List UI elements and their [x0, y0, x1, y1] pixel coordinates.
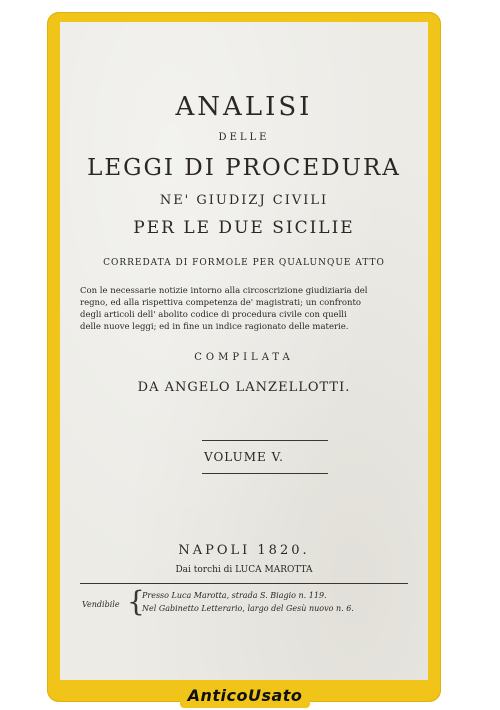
sale-label: Vendibile — [82, 600, 120, 609]
main-title: LEGGI DI PROCEDURA — [87, 155, 401, 181]
corredata-text: CORREDATA DI FORMOLE PER QUALUNQUE ATTO — [103, 258, 385, 268]
notice-line: Con le necessarie notizie intorno alla circoscrizione giudiziaria del — [80, 286, 368, 296]
imprint-divider — [80, 583, 408, 584]
author-line: DA ANGELO LANZELLOTTI. — [137, 380, 351, 395]
sale-place: Presso Luca Marotta, strada S. Biagio n. 119. — [142, 591, 327, 600]
book-title: ANALISI — [175, 92, 313, 122]
place-year: NAPOLI 1820. — [178, 543, 310, 558]
notice-line: degli articoli dell' abolito codice di procedura civile con quelli — [80, 310, 347, 320]
title-page — [60, 22, 428, 680]
compilata-text: COMPILATA — [194, 352, 294, 363]
brace-icon: { — [127, 585, 145, 618]
volume-label: VOLUME V. — [204, 450, 284, 464]
printer-line: Dai torchi di LUCA MAROTTA — [175, 565, 313, 575]
region-title: PER LE DUE SICILIE — [133, 218, 355, 238]
notice-paragraph — [80, 285, 410, 333]
subtitle: NE' GIUDIZJ CIVILI — [159, 193, 329, 208]
divider-bottom — [202, 473, 328, 474]
watermark-logo: AnticoUsato — [180, 684, 310, 708]
delle-text: DELLE — [218, 132, 270, 143]
notice-line: regno, ed alla rispettiva competenza de' magistrati; un confronto — [80, 298, 362, 308]
divider-top — [202, 440, 328, 441]
notice-line: delle nuove leggi; ed in fine un indice ragionato delle materie. — [80, 322, 349, 332]
sale-place: Nel Gabinetto Letterario, largo del Gesù nuovo n. 6. — [142, 604, 354, 613]
